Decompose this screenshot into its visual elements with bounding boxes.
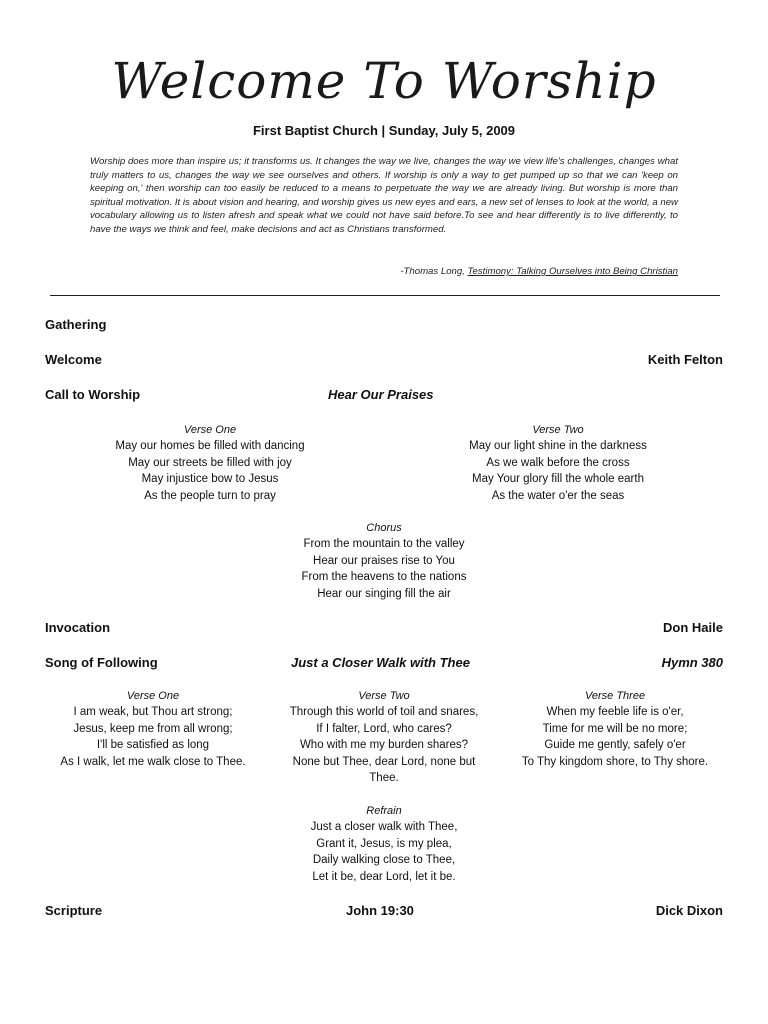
scripture-leader: Dick Dixon	[655, 903, 723, 918]
verse-line: Hear our praises rise to You	[313, 554, 455, 567]
church-date-subtitle: First Baptist Church | Sunday, July 5, 2009	[252, 123, 516, 138]
row-song-of-following	[45, 655, 723, 673]
verse-line: As we walk before the cross	[486, 456, 630, 469]
verse-line: Jesus, keep me from all wrong;	[73, 722, 233, 735]
verse-line: May our streets be filled with joy	[128, 456, 292, 469]
verse-line: Grant it, Jesus, is my plea,	[316, 837, 452, 850]
hymn-refrain	[269, 803, 499, 885]
song-of-following-label: Song of Following	[45, 655, 158, 670]
verse-line: As the people turn to pray	[144, 489, 276, 502]
verse-line: Hear our singing fill the air	[317, 587, 451, 600]
section-gathering	[45, 317, 723, 335]
quote-book-title: Testimony: Talking Ourselves into Being Christian	[467, 266, 678, 277]
gathering-heading: Gathering	[45, 317, 107, 332]
verse-heading: Verse Three	[584, 690, 646, 702]
scripture-reference: John 19:30	[346, 903, 414, 918]
verse-line: Just a closer walk with Thee,	[310, 821, 458, 834]
row-call-to-worship	[45, 387, 723, 405]
refrain-heading: Refrain	[366, 805, 402, 817]
call-to-worship-label: Call to Worship	[45, 387, 141, 402]
verse-line: May Your glory fill the whole earth	[472, 473, 644, 486]
row-invocation	[45, 620, 723, 638]
quote-author: -Thomas Long,	[400, 266, 465, 277]
verse-heading: Verse One	[126, 690, 180, 702]
hymn-title: Just a Closer Walk with Thee	[291, 655, 470, 670]
verse-heading: Verse Two	[358, 690, 410, 702]
divider	[50, 295, 720, 296]
invocation-leader: Don Haile	[663, 620, 723, 635]
hymn-number: Hymn 380	[661, 655, 723, 670]
verse-line: When my feeble life is o'er,	[546, 706, 684, 719]
verse-line: Time for me will be no more;	[542, 722, 688, 735]
row-scripture	[45, 903, 723, 921]
hymn-verse-one	[38, 688, 268, 770]
verse-line: As the water o'er the seas	[491, 489, 625, 502]
verse-line: May injustice bow to Jesus	[141, 473, 279, 486]
verse-line: May our homes be filled with dancing	[115, 440, 305, 453]
invocation-label: Invocation	[45, 620, 111, 635]
scripture-label: Scripture	[45, 903, 103, 918]
verse-line: I am weak, but Thou art strong;	[73, 706, 233, 719]
chorus-heading: Chorus	[366, 522, 402, 534]
verse-line: From the heavens to the nations	[301, 571, 467, 584]
welcome-leader: Keith Felton	[647, 352, 723, 367]
verse-line: I'll be satisfied as long	[96, 739, 210, 752]
verse-line: Who with me my burden shares?	[299, 739, 469, 752]
hymn-verse-two	[269, 688, 499, 786]
verse-line: From the mountain to the valley	[303, 538, 465, 551]
verse-line: As I walk, let me walk close to Thee.	[60, 755, 246, 768]
verse-line: Through this world of toil and snares,	[289, 706, 479, 719]
row-welcome	[45, 352, 723, 370]
verse-heading: Verse Two	[532, 424, 584, 436]
verse-line: May our light shine in the darkness	[469, 440, 647, 453]
praises-verse-two	[428, 422, 688, 504]
praises-chorus	[254, 520, 514, 602]
verse-line: To Thy kingdom shore, to Thy shore.	[521, 755, 709, 768]
verse-line: Daily walking close to Thee,	[312, 854, 456, 867]
page-title: Welcome To Worship	[111, 52, 657, 110]
verse-line: None but Thee, dear Lord, none but	[292, 755, 476, 768]
call-to-worship-song-title: Hear Our Praises	[328, 387, 434, 402]
verse-line: If I falter, Lord, who cares?	[316, 722, 452, 735]
verse-line: Let it be, dear Lord, let it be.	[312, 870, 456, 883]
welcome-label: Welcome	[45, 352, 102, 367]
verse-line: Thee.	[369, 772, 399, 785]
verse-line: Guide me gently, safely o'er	[544, 739, 686, 752]
hymn-verse-three	[500, 688, 730, 770]
worship-quote: Worship does more than inspire us; it transforms us. It changes the way we live, changes the way we view life's challenges, changes what truly matters to us, changes the way we see ourselves and others. If worship is only a way to get pumped up so that we can 'keep on keeping on,' then worship can too easily be reduced to a means to perpetuate the way we are already living. But worship is more than spiritual motivation. It is about vision and hearing, and worship gives us new eyes and ears, a new set of lenses to look at the world, a new vocabulary allowing us to listen afresh and speak what we could not have said before.To see and hear differently is to live differently, to have the ways we think and feel, make decisions and act as Christians transformed.	[90, 156, 678, 235]
verse-heading: Verse One	[183, 424, 237, 436]
praises-verse-one	[80, 422, 340, 504]
quote-attribution	[90, 266, 678, 277]
